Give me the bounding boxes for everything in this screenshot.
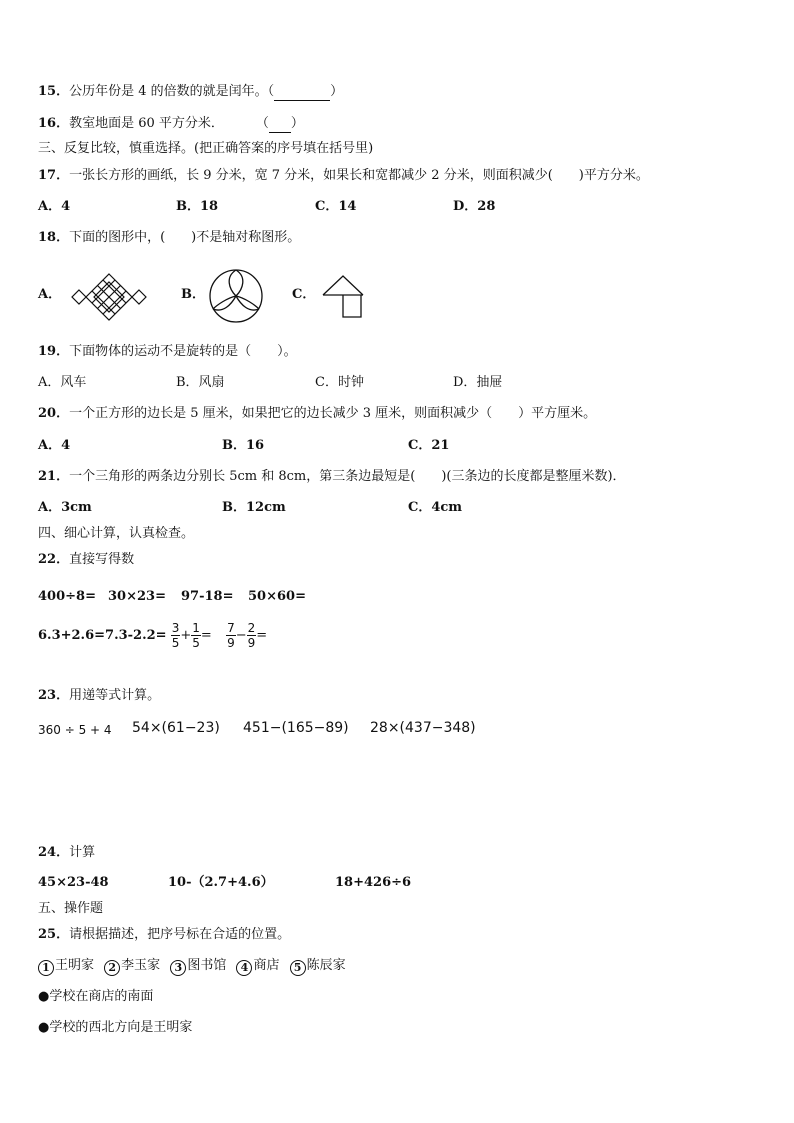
question-text: 直接写得数 (69, 552, 135, 567)
option-c[interactable]: C．21 (408, 438, 450, 453)
question-number: 20． (38, 406, 70, 421)
question-16: 16．教室地面是 60 平方分米． （ ） (38, 116, 304, 131)
answer-blank[interactable] (269, 116, 291, 133)
question-number: 21． (38, 469, 70, 484)
section-heading-3: 三、反复比较，慎重选择。(把正确答案的序号填在括号里) (38, 141, 374, 156)
question-20 (38, 406, 596, 422)
question-text: 一个正方形的边长是 5 厘米，如果把它的边长减少 3 厘米，则面积减少（ ）平方厘米。 (69, 406, 597, 421)
clue-1: ●学校在商店的南面 (38, 989, 154, 1004)
question-23 (38, 688, 160, 704)
expression: 54×(61−23) (132, 720, 220, 736)
place-item: 2 李玉家 (104, 958, 160, 973)
option-c-label[interactable]: C． (292, 287, 316, 302)
question-text: 教室地面是 60 平方分米． (69, 116, 224, 131)
fraction: $\frac{7}{9}$ (227, 621, 235, 650)
question-number: 18． (38, 230, 70, 245)
calc-item: 50×60= (248, 589, 306, 604)
knot-figure (68, 272, 150, 322)
option-a[interactable]: A．风车 (38, 375, 87, 390)
option-b[interactable]: B．风扇 (176, 375, 225, 390)
arrow-figure (321, 273, 365, 321)
question-text: 计算 (69, 845, 96, 860)
question-text: 请根据描述，把序号标在合适的位置。 (69, 927, 291, 942)
fraction: $\frac{3}{5}$ (171, 621, 180, 650)
question-21 (38, 469, 626, 485)
question-number: 16． (38, 116, 70, 131)
question-number: 19． (38, 344, 70, 359)
circle-petal-figure (207, 267, 265, 325)
calc-item: 97-18= (181, 589, 234, 604)
option-c[interactable]: C．14 (315, 199, 357, 214)
option-c[interactable]: C．4cm (408, 500, 463, 515)
fraction: $\frac{2}{9}$ (247, 621, 256, 650)
question-19 (38, 344, 297, 360)
place-item: 4 商店 (236, 958, 279, 973)
clue-2: ●学校的西北方向是王明家 (38, 1020, 193, 1035)
calc-item: 7.3-2.2= (105, 628, 167, 643)
question-15: 15．公历年份是 4 的倍数的就是闰年。（ ） (38, 84, 344, 99)
question-number: 17． (38, 168, 70, 183)
place-item: 3 图书馆 (170, 958, 226, 973)
fraction: $\frac{1}{5}$ (192, 621, 200, 650)
expression: 45×23-48 (38, 875, 109, 890)
option-a[interactable]: A．4 (38, 199, 71, 214)
question-24 (38, 845, 95, 861)
option-d[interactable]: D．抽屉 (453, 375, 503, 390)
place-item: 1 王明家 (38, 958, 94, 973)
calc-row-2: 6.3+2.6=7.3-2.2= $\frac{3}{5}$ + $\frac{1}{5}$ = $\frac{7}{9}$ − $\frac{2}{9}$ = (38, 621, 268, 650)
calc-item: 30×23= (108, 589, 166, 604)
question-number: 24． (38, 845, 70, 860)
expression: 28×(437−348) (370, 720, 476, 736)
question-number: 22． (38, 552, 70, 567)
question-17 (38, 168, 649, 184)
section-heading-4: 四、细心计算，认真检查。 (38, 526, 195, 541)
question-text: 公历年份是 4 的倍数的就是闰年。（ (69, 84, 275, 99)
option-b[interactable]: B．16 (222, 438, 265, 453)
place-item: 5 陈辰家 (290, 958, 346, 973)
option-a[interactable]: A．3cm (38, 500, 92, 515)
question-number: 15． (38, 84, 70, 99)
question-number: 25． (38, 927, 70, 942)
question-text: 下面的图形中，( )不是轴对称图形。 (69, 230, 301, 245)
option-d[interactable]: D．28 (453, 199, 496, 214)
option-b-label[interactable]: B． (181, 287, 205, 302)
expression: 360 ÷ 5 + 4 (38, 723, 112, 737)
question-25 (38, 927, 290, 943)
question-text: 一个三角形的两条边分别长 5cm 和 8cm，第三条边最短是( )(三条边的长度都是整厘米数)． (69, 469, 626, 484)
question-text: 用递等式计算。 (69, 688, 161, 703)
section-heading-5: 五、操作题 (38, 901, 104, 916)
question-22 (38, 552, 134, 568)
expression: 451−(165−89) (243, 720, 349, 736)
question-number: 23． (38, 688, 70, 703)
calc-item: 6.3+2.6= (38, 628, 106, 643)
expression: 18+426÷6 (335, 875, 412, 890)
calc-item: 400÷8= (38, 589, 96, 604)
place-list (38, 958, 346, 976)
answer-blank[interactable] (274, 84, 330, 101)
option-c[interactable]: C．时钟 (315, 375, 364, 390)
option-a[interactable]: A．4 (38, 438, 71, 453)
question-text: 一张长方形的画纸，长 9 分米，宽 7 分米，如果长和宽都减少 2 分米，则面积减少( )平方分米。 (69, 168, 649, 183)
option-b[interactable]: B．12cm (222, 500, 286, 515)
question-18 (38, 230, 300, 246)
question-text: 下面物体的运动不是旋转的是（ ）。 (69, 344, 297, 359)
option-b[interactable]: B．18 (176, 199, 219, 214)
expression: 10-（2.7+4.6） (168, 875, 274, 890)
option-a-label[interactable]: A． (38, 287, 62, 302)
